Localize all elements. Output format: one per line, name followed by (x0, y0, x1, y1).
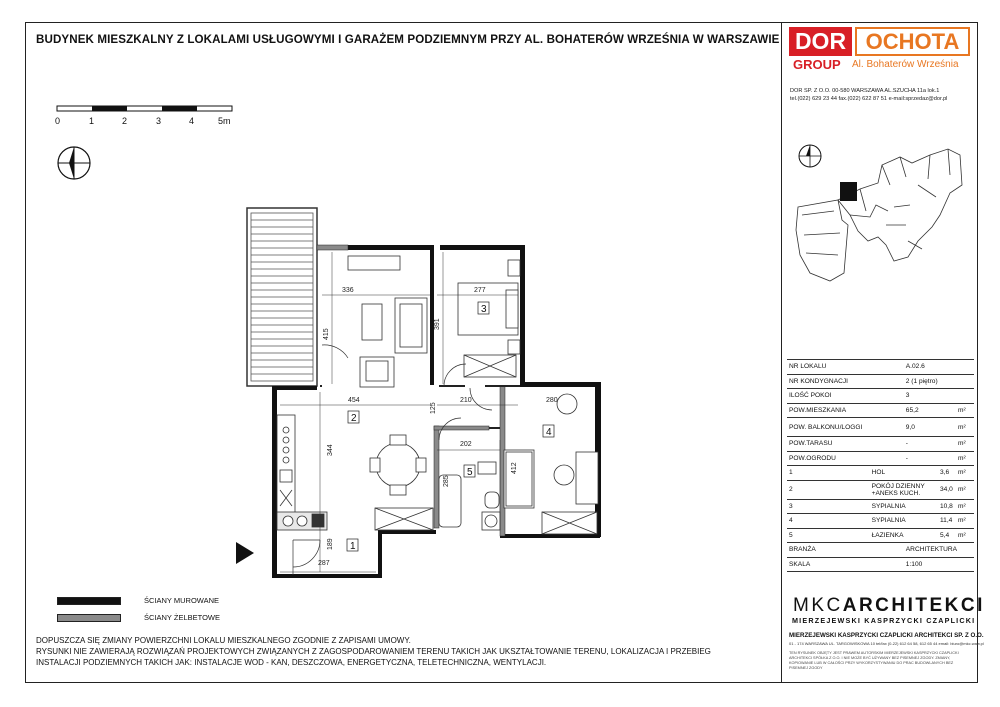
table-row (787, 403, 974, 418)
table-value: - (904, 437, 956, 452)
table-row (787, 360, 974, 375)
legend-swatch-zelbetowe (57, 614, 121, 622)
scale-label-3: 3 (156, 116, 162, 126)
room-name: SYPIALNIA (870, 514, 938, 529)
dim-189: 189 (327, 538, 334, 550)
table-value: - (904, 451, 956, 466)
room-row (787, 480, 974, 499)
table-row (787, 543, 974, 558)
legend-label-zelbetowe: ŚCIANY ŻELBETOWE (144, 613, 220, 622)
company-line-1: DOR SP. Z O.O. 00-580 WARSZAWA AL.SZUCHA 11a lok.1 (790, 88, 940, 94)
table-row (787, 451, 974, 466)
room-no: 5 (787, 528, 870, 543)
legend-swatch-murowane (57, 597, 121, 605)
dim-344: 344 (327, 444, 334, 456)
scale-bar (57, 104, 232, 114)
table-row (787, 557, 974, 572)
room-name: ŁAZIENKA (870, 528, 938, 543)
table-row (787, 389, 974, 404)
table-label: POW.OGRODU (787, 451, 904, 466)
room-row (787, 514, 974, 529)
room-area: 10,8 (938, 499, 956, 514)
table-label: NR LOKALU (787, 360, 904, 375)
north-arrow-icon (56, 145, 92, 181)
logo-ochota: OCHOTA (855, 27, 970, 56)
table-unit (956, 389, 974, 404)
room-no: 2 (787, 480, 870, 499)
table-value: 65,2 (904, 403, 956, 418)
room-name: SYPIALNIA (870, 499, 938, 514)
dim-125: 125 (430, 402, 437, 414)
table-value: 2 (1 piętro) (904, 374, 956, 389)
room-area: 11,4 (938, 514, 956, 529)
room-area: 5,4 (938, 528, 956, 543)
dim-454: 454 (348, 397, 360, 404)
branza-value: ARCHITEKTURA (904, 543, 974, 558)
room-unit: m² (956, 528, 974, 543)
balcony (247, 208, 317, 386)
dim-202: 202 (460, 441, 472, 448)
table-value: 3 (904, 389, 956, 404)
entrance-arrow-icon (236, 542, 256, 564)
company-line-2: tel.(022) 629 23 44 fax.(022) 622 87 51 e-mail:sprzedaz@dor.pl (790, 95, 948, 102)
skala-label: SKALA (787, 557, 904, 572)
dim-287: 287 (318, 560, 330, 567)
table-label: POW. BALKONU/LOGGI (787, 418, 904, 437)
note-line-2: RYSUNKI NIE ZAWIERAJĄ ROZWIĄZAŃ PROJEKTOWYCH ZWIĄZANYCH Z ZAGOSPODAROWANIEM TERENU TAKICH JAK UKSZTAŁTOWANIE TERENU, LOKALIZACJA I PRZEBIEG (36, 647, 711, 656)
architect-subtitle: MIERZEJEWSKI KASPRZYCKI CZAPLICKI (792, 616, 976, 625)
key-plan (790, 145, 970, 285)
table-value: 9,0 (904, 418, 956, 437)
table-unit (956, 360, 974, 375)
architect-logo-mkc: MKC (793, 595, 843, 616)
room-row (787, 528, 974, 543)
table-unit: m² (956, 403, 974, 418)
table-unit: m² (956, 451, 974, 466)
legend-label-murowane: ŚCIANY MUROWANE (144, 596, 220, 605)
room-number-4: 4 (546, 427, 552, 438)
page-title: BUDYNEK MIESZKALNY Z LOKALAMI USŁUGOWYMI I GARAŻEM PODZIEMNYM PRZY AL. BOHATERÓW WRZEŚNIA W WARSZAWIE (36, 33, 780, 46)
room-unit: m² (956, 466, 974, 481)
room-unit: m² (956, 480, 974, 499)
room-no: 3 (787, 499, 870, 514)
table-row (787, 437, 974, 452)
logo-street: Al. Bohaterów Września (852, 59, 959, 70)
company-info (790, 88, 947, 103)
scale-label-4: 4 (189, 116, 195, 126)
room-name: POKÓJ DZIENNY +ANEKS KUCH. (870, 480, 938, 499)
floor-plan (230, 200, 620, 585)
table-row (787, 418, 974, 437)
architect-address: 01 - 174 WARSZAWA UL. TARGOWISKOWA 10 tel/fax (0-22) 612 64 58, 612 65 44 email: biuro@mkc.waw.pl (789, 641, 984, 646)
table-unit: m² (956, 418, 974, 437)
branza-label: BRANŻA (787, 543, 904, 558)
scale-label-2: 2 (122, 116, 128, 126)
room-unit: m² (956, 499, 974, 514)
table-label: POW.MIESZKANIA (787, 403, 904, 418)
room-row (787, 466, 974, 481)
architect-logo-architekci: ARCHITEKCI (842, 595, 985, 616)
architect-logo (793, 595, 985, 617)
room-unit: m² (956, 514, 974, 529)
room-number-1: 1 (350, 541, 356, 552)
room-no: 4 (787, 514, 870, 529)
table-label: POW.TARASU (787, 437, 904, 452)
room-row (787, 499, 974, 514)
table-label: NR KONDYGNACJI (787, 374, 904, 389)
scale-label-0: 0 (55, 116, 61, 126)
dim-336: 336 (342, 287, 354, 294)
note-line-3: INSTALACJI PODZIEMNYCH TAKICH JAK: INSTALACJE WOD - KAN, DESZCZOWA, ENERGETYCZNA, TELETECHNICZNA, WENTYLACJI. (36, 658, 547, 667)
room-name: HOL (870, 466, 938, 481)
architect-rights: TEN RYSUNEK OBJĘTY JEST PRAWEM AUTORSKIM MIERZEJEWSKI KASPRZYCKI CZAPLICKI ARCHITEKCI SPÓŁKA Z O.O. I NIE MOŻE BYĆ UŻYWANY BEZ PISEMNEJ ZGODY. ZMIANY, KOPIOWANIE LUB W CAŁOŚCI PRZY WYKORZYSTYWANIU DO PRAC BUDOWLANYCH BEZ PISEMNEJ ZGODY (789, 651, 959, 670)
dim-210: 210 (460, 397, 472, 404)
table-row (787, 374, 974, 389)
sheet-divider (781, 22, 782, 683)
room-no: 1 (787, 466, 870, 481)
dim-391: 391 (434, 318, 441, 330)
dim-277: 277 (474, 287, 486, 294)
dim-280: 280 (546, 397, 558, 404)
table-value: A.02.6 (904, 360, 956, 375)
table-unit: m² (956, 437, 974, 452)
table-label: ILOŚĆ POKOI (787, 389, 904, 404)
architect-company: MIERZEJEWSKI KASPRZYCKI CZAPLICKI ARCHITEKCI SP. Z O.O. (789, 632, 984, 639)
room-area: 3,6 (938, 466, 956, 481)
logo-dor: DOR (789, 27, 852, 56)
scale-label-5m: 5m (218, 116, 231, 126)
apartment-info-table (787, 359, 974, 572)
dim-415: 415 (323, 328, 330, 340)
note-line-1: DOPUSZCZA SIĘ ZMIANY POWIERZCHNI LOKALU MIESZKALNEGO ZGODNIE Z ZAPISAMI UMOWY. (36, 636, 411, 645)
dim-285: 285 (443, 475, 450, 487)
room-number-2: 2 (351, 413, 357, 424)
room-number-5: 5 (467, 467, 473, 478)
dim-412: 412 (511, 462, 518, 474)
skala-value: 1:100 (904, 557, 974, 572)
table-unit (956, 374, 974, 389)
room-number-3: 3 (481, 304, 487, 315)
scale-label-1: 1 (89, 116, 95, 126)
room-area: 34,0 (938, 480, 956, 499)
logo-group: GROUP (793, 57, 841, 72)
